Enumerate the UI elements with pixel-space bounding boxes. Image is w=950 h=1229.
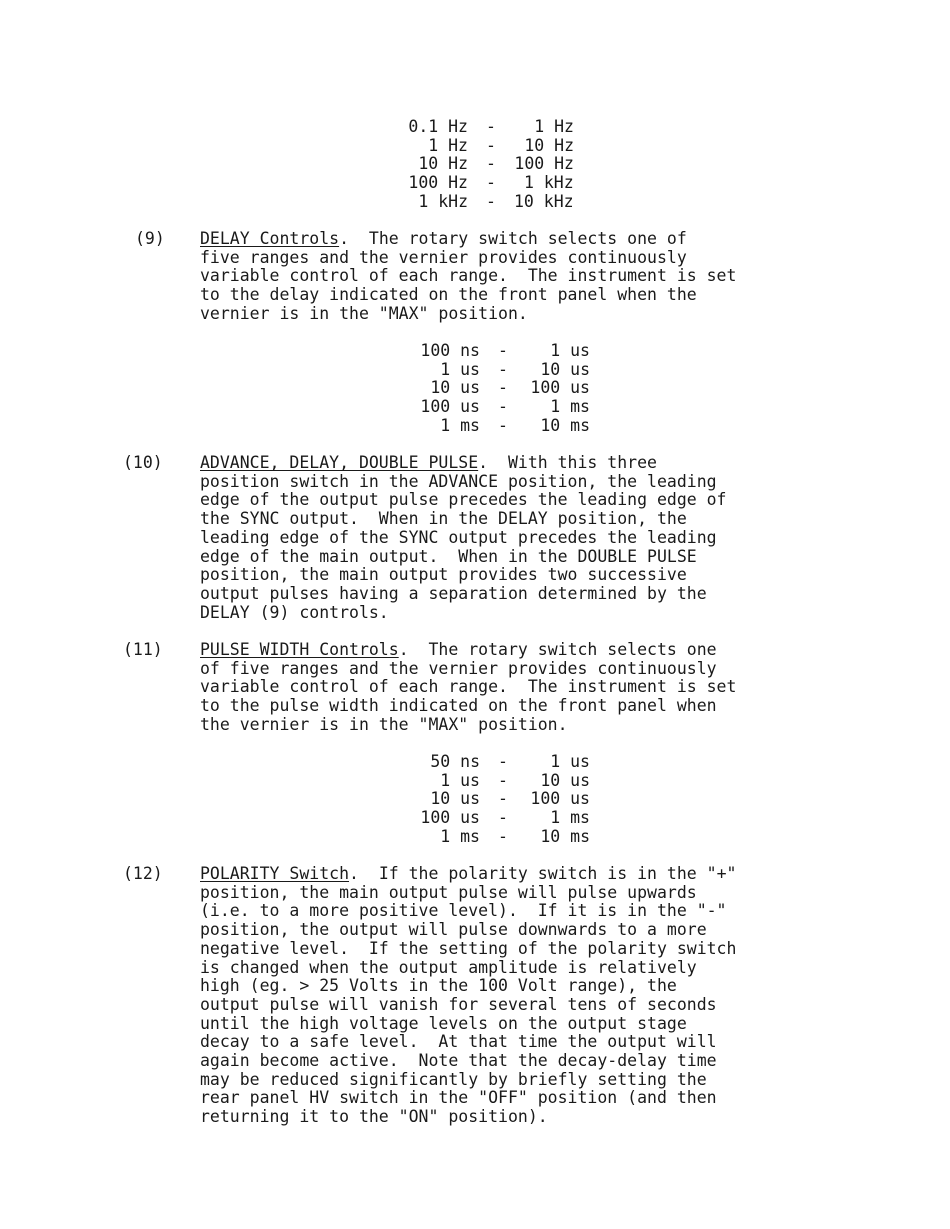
range-separator: - — [486, 173, 496, 193]
range-low: 100 Hz — [408, 173, 468, 193]
range-separator: - — [498, 808, 508, 828]
range-separator: - — [486, 191, 496, 211]
range-separator: - — [498, 397, 508, 417]
range-high: 10 ms — [540, 826, 590, 846]
range-low: 100 us — [420, 397, 480, 417]
table-row — [410, 342, 590, 361]
range-low: 0.1 Hz — [408, 117, 468, 136]
range-high: 1 us — [550, 752, 590, 771]
item-body — [200, 641, 820, 735]
range-separator: - — [486, 154, 496, 174]
range-separator: - — [498, 341, 508, 360]
table-row — [398, 193, 588, 212]
range-high: 1 Hz — [534, 117, 574, 136]
range-separator: - — [498, 789, 508, 809]
item-text: . If the polarity switch is in the "+" position, the main output pulse will pulse upwards (i.e. to a more positive level). If it is in the "-" position, the output will pulse downwards to a more negative level. If the setting of the polarity switch is changed when the output amplitude is relatively high (eg. > 25 Volts in the 100 Volt range), the output pulse will vanish for several tens of seconds until the high voltage levels on the output stage decay to a safe level. At that time the output will again become active. Note that the decay-delay time may be reduced significantly by briefly setting the rear panel HV switch in the "OFF" position (and then returning it to the "ON" position). — [200, 864, 737, 1127]
range-separator: - — [498, 752, 508, 771]
range-low: 1 kHz — [418, 191, 468, 211]
range-low: 10 Hz — [418, 154, 468, 174]
table-row — [398, 137, 588, 156]
range-low: 100 ns — [420, 341, 480, 360]
range-low: 1 us — [440, 770, 480, 790]
table-row — [410, 753, 590, 772]
table-row — [398, 155, 588, 174]
item-title: ADVANCE, DELAY, DOUBLE PULSE — [200, 453, 479, 472]
table-row — [410, 361, 590, 380]
range-high: 100 Hz — [514, 154, 574, 174]
item-number: (10) — [123, 453, 163, 472]
item-text: . With this three position switch in the ADVANCE position, the leading edge of the output pulse precedes the leading edge of the SYNC output. When in the DELAY position, the leading edge of the SYNC output precedes the leading edge of the main output. When in the DOUBLE PULSE position, the main output provides two successive output pulses having a separation determined by the DELAY (9) controls. — [200, 453, 727, 622]
item-text: . The rotary switch selects one of five ranges and the vernier provides continuously variable control of each range. The instrument is set to the delay indicated on the front panel when the vernier is in the "MAX" position. — [200, 229, 737, 323]
item-body — [200, 454, 820, 622]
range-high: 10 ms — [540, 415, 590, 435]
range-low: 1 ms — [440, 415, 480, 435]
range-low: 100 us — [420, 808, 480, 828]
range-low: 1 Hz — [428, 135, 468, 155]
table-row — [410, 417, 590, 436]
table-row — [410, 809, 590, 828]
range-low: 10 us — [430, 789, 480, 809]
item-number: (9) — [135, 229, 165, 248]
pulse-width-range-table — [410, 753, 590, 847]
item-body — [200, 865, 820, 1127]
item-title: PULSE WIDTH Controls — [200, 640, 399, 659]
table-row — [410, 379, 590, 398]
range-high: 1 ms — [550, 808, 590, 828]
table-row — [398, 118, 588, 137]
range-low: 10 us — [430, 378, 480, 398]
table-row — [410, 828, 590, 847]
range-low: 1 ms — [440, 826, 480, 846]
range-low: 50 ns — [430, 752, 480, 771]
delay-range-table — [410, 342, 590, 436]
range-high: 100 us — [530, 789, 590, 809]
range-separator: - — [486, 117, 496, 136]
range-high: 1 ms — [550, 397, 590, 417]
range-low: 1 us — [440, 359, 480, 379]
range-separator: - — [498, 415, 508, 435]
range-high: 1 us — [550, 341, 590, 360]
range-high: 10 us — [540, 770, 590, 790]
table-row — [410, 790, 590, 809]
range-separator: - — [498, 826, 508, 846]
range-separator: - — [486, 135, 496, 155]
range-high: 10 Hz — [524, 135, 574, 155]
item-number: (12) — [123, 864, 163, 883]
range-separator: - — [498, 770, 508, 790]
table-row — [410, 398, 590, 417]
frequency-range-table — [398, 118, 588, 212]
item-number: (11) — [123, 640, 163, 659]
range-high: 10 kHz — [514, 191, 574, 211]
item-text: . The rotary switch selects one of five ranges and the vernier provides continuously variable control of each range. The instrument is set to the pulse width indicated on the front panel when the vernier is in the "MAX" position. — [200, 640, 737, 734]
range-separator: - — [498, 378, 508, 398]
table-row — [410, 772, 590, 791]
range-high: 1 kHz — [524, 173, 574, 193]
range-high: 10 us — [540, 359, 590, 379]
range-separator: - — [498, 359, 508, 379]
table-row — [398, 174, 588, 193]
range-high: 100 us — [530, 378, 590, 398]
item-body — [200, 230, 820, 324]
item-title: DELAY Controls — [200, 229, 340, 248]
item-title: POLARITY Switch — [200, 864, 350, 883]
